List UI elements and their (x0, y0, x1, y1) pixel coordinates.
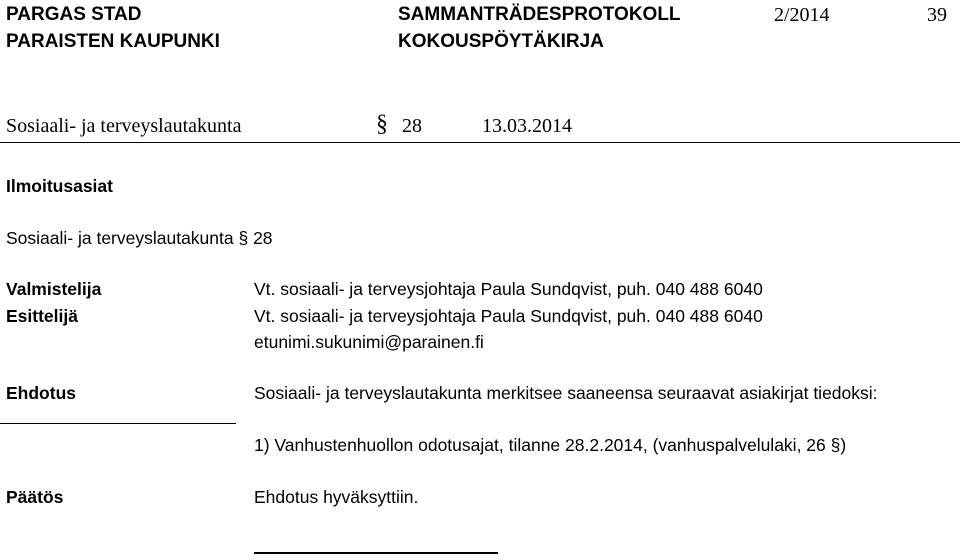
section-number: 28 (402, 115, 422, 137)
presenter-value: Vt. sosiaali- ja terveysjohtaja Paula Sundqvist, puh. 040 488 6040 (254, 306, 763, 326)
preparer-label: Valmistelija (6, 279, 102, 299)
org-name-finnish: PARAISTEN KAUPUNKI (6, 31, 220, 52)
meeting-date: 13.03.2014 (482, 115, 572, 137)
issue-number: 2/2014 (774, 4, 830, 26)
decision-text: Ehdotus hyväksyttiin. (254, 487, 419, 507)
header-divider (0, 142, 960, 143)
preparer-value: Vt. sosiaali- ja terveysjohtaja Paula Sundqvist, puh. 040 488 6040 (254, 279, 763, 299)
page-number: 39 (927, 4, 947, 26)
proposal-text: Sosiaali- ja terveyslautakunta merkitsee saaneensa seuraavat asiakirjat tiedoksi: (254, 383, 878, 403)
section-sign: § (376, 111, 388, 137)
proposal-list-item: 1) Vanhustenhuollon odotusajat, tilanne 28.2.2014, (vanhuspalvelulaki, 26 §) (254, 435, 847, 455)
left-column-divider (0, 423, 236, 424)
doc-type-swedish: SAMMANTRÄDESPROTOKOLL (398, 4, 681, 25)
proposal-label: Ehdotus (6, 383, 76, 403)
doc-type-finnish: KOKOUSPÖYTÄKIRJA (398, 31, 604, 52)
item-title: Ilmoitusasiat (6, 176, 113, 196)
presenter-email: etunimi.sukunimi@parainen.fi (254, 332, 484, 352)
signature-line (254, 552, 498, 554)
board-section-line: Sosiaali- ja terveyslautakunta § 28 (6, 228, 273, 248)
org-name-swedish: PARGAS STAD (6, 4, 142, 25)
decision-label: Päätös (6, 487, 64, 507)
meeting-board: Sosiaali- ja terveyslautakunta (6, 115, 242, 137)
presenter-label: Esittelijä (6, 306, 78, 326)
